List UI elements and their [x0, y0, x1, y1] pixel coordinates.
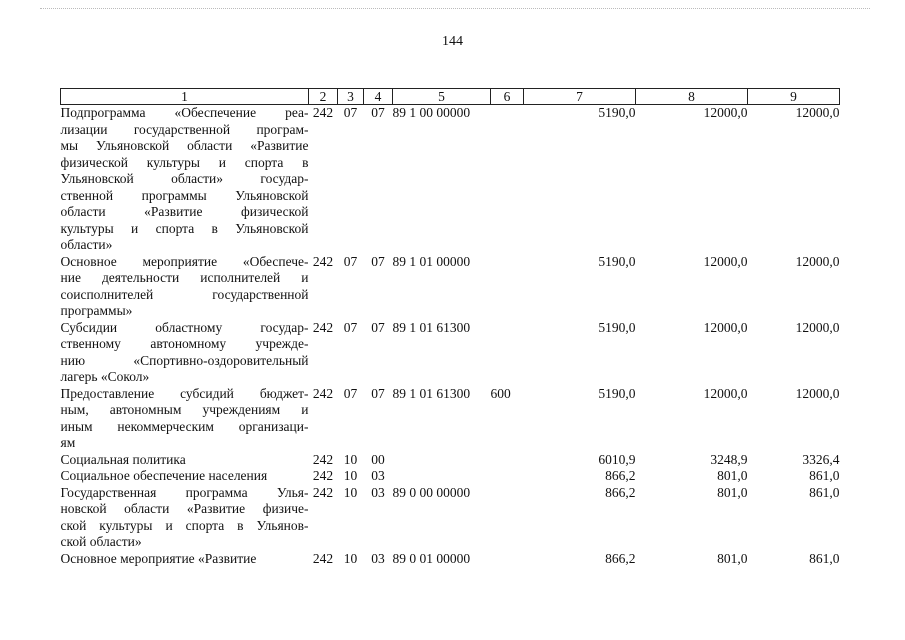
table-row: [61, 105, 840, 254]
row-name-line: области»: [60, 237, 113, 252]
gov-code-cell: 242: [312, 105, 334, 120]
gov-code-cell: 242: [312, 385, 334, 401]
amount-cell-9: 861,0: [809, 484, 840, 500]
row-name-cell: [61, 386, 309, 452]
section-cell: 07: [343, 105, 358, 120]
subsection-cell: 07: [371, 105, 385, 120]
row-name-line: программы»: [60, 303, 133, 318]
target-article-cell: 89 1 01 00000: [392, 253, 471, 269]
table-row: [61, 386, 840, 452]
target-article-cell: 89 1 01 61300: [392, 319, 471, 335]
column-header: 8: [636, 89, 748, 105]
target-article-cell: 89 0 00 00000: [392, 484, 471, 500]
amount-cell-7: 5190,0: [598, 253, 636, 269]
row-name-line: Основное мероприятие «Развитие: [60, 550, 257, 566]
amount-cell-8: 12000,0: [703, 253, 748, 269]
expense-type-cell: [491, 105, 524, 254]
section-cell: 07: [343, 253, 358, 269]
section-cell: 07: [343, 385, 358, 401]
column-header: 9: [748, 89, 840, 105]
amount-cell-8: 12000,0: [703, 319, 748, 335]
row-name-line: ным, автономным учреждениям и: [60, 402, 309, 417]
row-name-line: мы Ульяновской области «Развитие: [60, 138, 309, 153]
amount-cell-7: 866,2: [605, 550, 636, 566]
amount-cell-9: 12000,0: [795, 319, 840, 335]
amount-cell-7: 866,2: [605, 468, 636, 483]
scan-artifact-line: [40, 8, 870, 11]
row-name-line: ской культуры и спорта в Ульянов-: [60, 517, 309, 533]
row-name-line: ской области»: [60, 534, 142, 549]
row-name-line: Ульяновской области» государ-: [60, 171, 309, 186]
table-row: [61, 320, 840, 386]
amount-cell-8: 12000,0: [703, 385, 748, 401]
row-name-cell: [61, 468, 309, 485]
row-name-line: Социальная политика: [60, 451, 186, 467]
target-article-cell: 89 1 00 00000: [392, 105, 471, 120]
row-name-cell: [61, 105, 309, 254]
expense-type-cell: [491, 485, 524, 551]
amount-cell-8: 3248,9: [710, 451, 748, 467]
expense-type-cell: 600: [490, 385, 511, 401]
row-name-line: ственной программы Ульяновской: [60, 187, 309, 203]
column-header: 7: [524, 89, 636, 105]
subsection-cell: 07: [371, 385, 385, 401]
amount-cell-9: 3326,4: [802, 451, 840, 467]
amount-cell-9: 12000,0: [795, 385, 840, 401]
row-name-line: Социальное обеспечение населения: [60, 468, 268, 483]
target-article-cell: [393, 468, 491, 485]
amount-cell-7: 5190,0: [598, 385, 636, 401]
column-header: 4: [364, 89, 393, 105]
expense-type-cell: [491, 452, 524, 469]
row-name-cell: [61, 485, 309, 551]
amount-cell-8: 12000,0: [703, 105, 748, 120]
amount-cell-9: 861,0: [809, 550, 840, 566]
row-name-line: Основное мероприятие «Обеспече-: [60, 253, 309, 269]
amount-cell-9: 12000,0: [795, 105, 840, 120]
table-row: [61, 485, 840, 551]
expense-type-cell: [491, 320, 524, 386]
row-name-line: Государственная программа Улья-: [60, 484, 309, 500]
row-name-line: Подпрограмма «Обеспечение реа-: [60, 105, 309, 120]
row-name-line: соисполнителей государственной: [60, 286, 309, 302]
column-header: 2: [309, 89, 338, 105]
subsection-cell: 07: [371, 253, 385, 269]
table-row: [61, 254, 840, 320]
column-header: 6: [491, 89, 524, 105]
row-name-line: физической культуры и спорта в: [60, 154, 309, 170]
row-name-line: лагерь «Сокол»: [60, 369, 150, 384]
row-name-line: иным некоммерческим организаци-: [60, 418, 309, 434]
row-name-line: ние деятельности исполнителей и: [60, 270, 309, 285]
expense-type-cell: [491, 254, 524, 320]
table-header-row: [61, 89, 840, 105]
subsection-cell: 03: [371, 484, 385, 500]
column-header: 1: [61, 89, 309, 105]
target-article-cell: [393, 452, 491, 469]
section-cell: 10: [343, 451, 358, 467]
row-name-line: культуры и спорта в Ульяновской: [60, 220, 309, 236]
table-row: [61, 468, 840, 485]
amount-cell-9: 12000,0: [795, 253, 840, 269]
column-header: 5: [393, 89, 491, 105]
amount-cell-8: 801,0: [717, 550, 748, 566]
amount-cell-7: 6010,9: [598, 451, 636, 467]
target-article-cell: 89 1 01 61300: [392, 385, 471, 401]
row-name-line: ственному автономному учрежде-: [60, 336, 309, 351]
subsection-cell: 03: [371, 468, 385, 483]
amount-cell-8: 801,0: [717, 484, 748, 500]
amount-cell-9: 861,0: [809, 468, 840, 483]
row-name-line: области «Развитие физической: [60, 204, 309, 219]
row-name-line: лизации государственной програм-: [60, 121, 309, 137]
row-name-cell: [61, 320, 309, 386]
amount-cell-7: 866,2: [605, 484, 636, 500]
budget-table: [60, 88, 840, 567]
page-number: 144: [442, 34, 463, 49]
section-cell: 10: [343, 484, 358, 500]
gov-code-cell: 242: [312, 484, 334, 500]
column-header: 3: [338, 89, 364, 105]
amount-cell-8: 801,0: [717, 468, 748, 483]
subsection-cell: 00: [371, 451, 385, 467]
table-row: [61, 452, 840, 469]
row-name-line: Субсидии областному государ-: [60, 319, 309, 335]
row-name-line: новской области «Развитие физиче-: [60, 501, 309, 516]
row-name-cell: [61, 254, 309, 320]
section-cell: 10: [343, 550, 358, 566]
section-cell: 07: [343, 319, 358, 335]
gov-code-cell: 242: [312, 319, 334, 335]
table-row: [61, 551, 840, 568]
gov-code-cell: 242: [312, 253, 334, 269]
subsection-cell: 07: [371, 319, 385, 335]
row-name-cell: [61, 551, 309, 568]
gov-code-cell: 242: [312, 550, 334, 566]
subsection-cell: 03: [371, 550, 385, 566]
expense-type-cell: [491, 551, 524, 568]
expense-type-cell: [491, 468, 524, 485]
row-name-line: Предоставление субсидий бюджет-: [60, 385, 309, 401]
row-name-line: нию «Спортивно-оздоровительный: [60, 352, 309, 368]
gov-code-cell: 242: [312, 468, 334, 483]
target-article-cell: 89 0 01 00000: [392, 550, 471, 566]
row-name-line: ям: [60, 435, 76, 450]
section-cell: 10: [343, 468, 358, 483]
amount-cell-7: 5190,0: [598, 105, 636, 120]
row-name-cell: [61, 452, 309, 469]
gov-code-cell: 242: [312, 451, 334, 467]
amount-cell-7: 5190,0: [598, 319, 636, 335]
